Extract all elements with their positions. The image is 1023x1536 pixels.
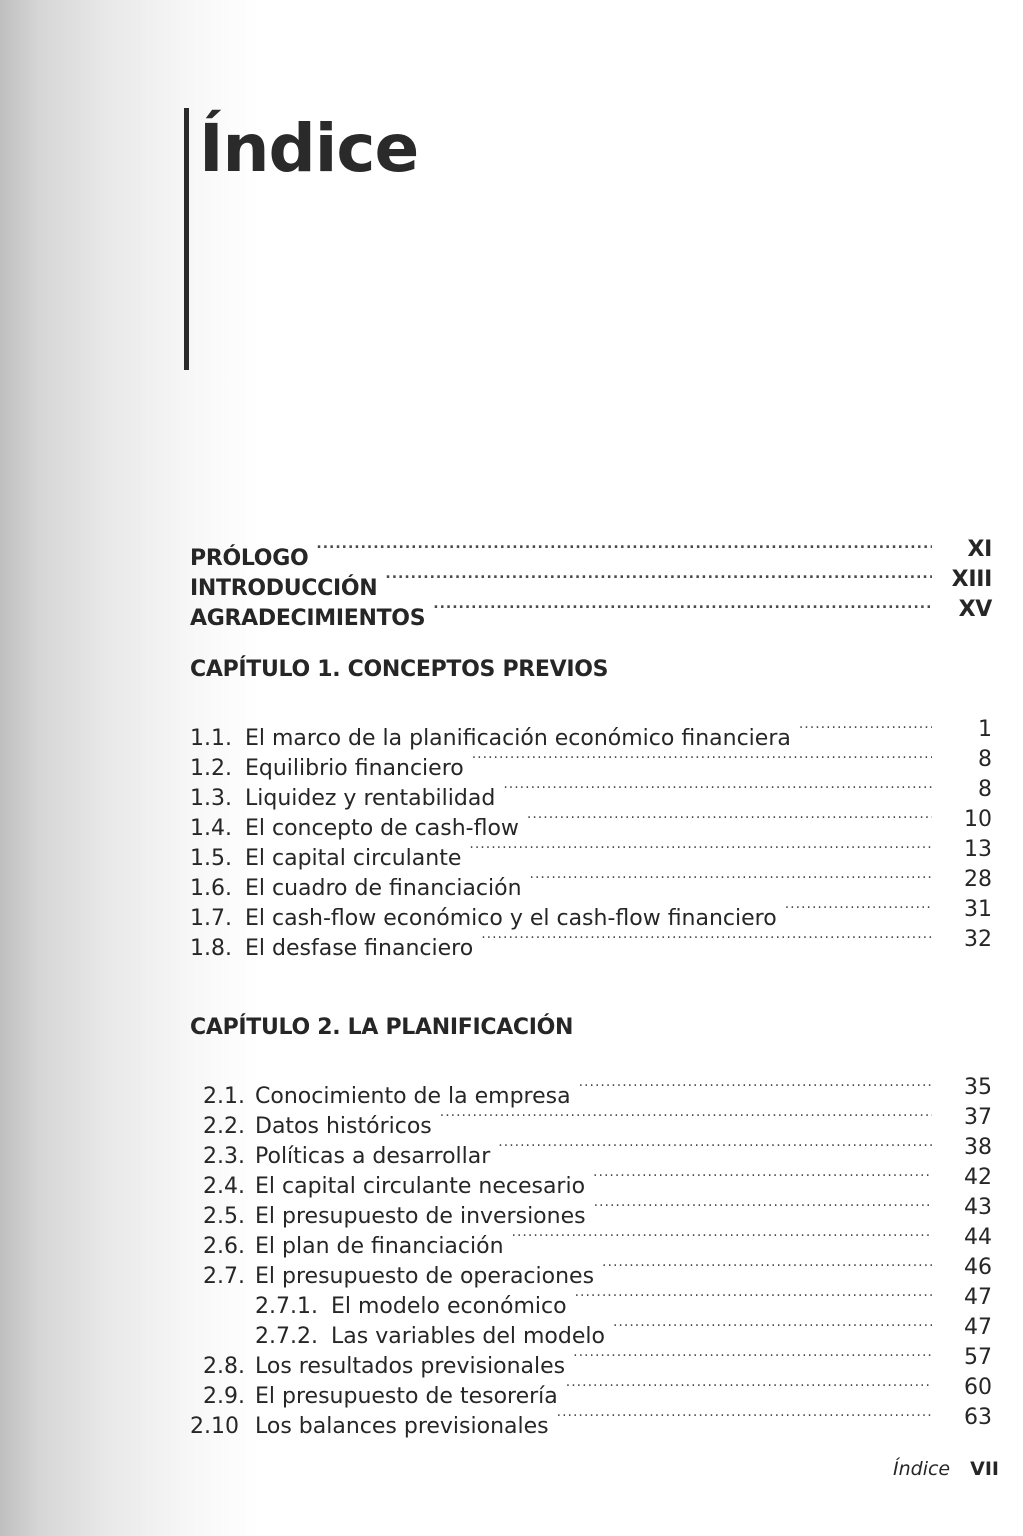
toc-entry-number: 1.5. — [190, 846, 232, 871]
toc-entry-number: 1.4. — [190, 816, 232, 841]
toc-entry-number: 1.7. — [190, 906, 232, 931]
toc-leader-dots — [613, 1313, 932, 1343]
toc-leader-dots — [481, 925, 932, 955]
title-rule — [184, 108, 189, 370]
toc-entry-1-6[interactable] — [190, 865, 1002, 901]
toc-leader-dots — [512, 1223, 932, 1253]
toc-entry-label: INTRODUCCIÓN — [190, 576, 378, 601]
toc-entry-1-8[interactable] — [190, 925, 1002, 961]
toc-entry-2-8[interactable] — [203, 1343, 1002, 1379]
toc-entry-1-2[interactable] — [190, 745, 1002, 781]
toc-entry-2-10[interactable] — [190, 1403, 1002, 1439]
toc-page-number: 63 — [964, 1405, 992, 1430]
toc-page-number: 8 — [978, 747, 992, 772]
toc-entry-2-4[interactable] — [203, 1163, 1002, 1199]
toc-entry-1-5[interactable] — [190, 835, 1002, 871]
toc-leader-dots — [316, 535, 932, 565]
toc-entry-number: 2.5. — [203, 1204, 245, 1229]
toc-page-number: XIII — [951, 567, 992, 592]
toc-page-number: 13 — [964, 837, 992, 862]
toc-leader-dots — [573, 1343, 932, 1373]
toc-front-introduccion[interactable] — [190, 565, 1002, 601]
toc-entry-label: Conocimiento de la empresa — [255, 1084, 571, 1109]
toc-entry-1-3[interactable] — [190, 775, 1002, 811]
toc-entry-2-3[interactable] — [203, 1133, 1002, 1169]
toc-entry-number: 2.10 — [190, 1414, 239, 1439]
toc-leader-dots — [594, 1193, 932, 1223]
toc-entry-label: Equilibrio financiero — [245, 756, 464, 781]
toc-entry-label: PRÓLOGO — [190, 546, 309, 571]
toc-page-number: XI — [967, 537, 992, 562]
toc-entry-number: 2.3. — [203, 1144, 245, 1169]
toc-entry-1-7[interactable] — [190, 895, 1002, 931]
toc-entry-2-6[interactable] — [203, 1223, 1002, 1259]
toc-entry-label: El cuadro de financiación — [245, 876, 522, 901]
toc-leader-dots — [557, 1403, 932, 1433]
toc-entry-number: 2.8. — [203, 1354, 245, 1379]
toc-entry-number: 2.7.2. — [255, 1324, 318, 1349]
page-title: Índice — [199, 110, 419, 187]
toc-entry-label: Datos históricos — [255, 1114, 432, 1139]
toc-entry-2-1[interactable] — [203, 1073, 1002, 1109]
toc-page-number: 42 — [964, 1165, 992, 1190]
toc-leader-dots — [566, 1373, 932, 1403]
toc-page-number: 32 — [964, 927, 992, 952]
toc-page-number: 37 — [964, 1105, 992, 1130]
toc-leader-dots — [503, 775, 932, 805]
toc-entry-number: 2.6. — [203, 1234, 245, 1259]
footer-page-number: VII — [970, 1458, 999, 1480]
toc-leader-dots — [579, 1073, 932, 1103]
toc-page-number: 46 — [964, 1255, 992, 1280]
toc-leader-dots — [530, 865, 932, 895]
toc-front-prologo[interactable] — [190, 535, 1002, 571]
page-footer — [893, 1454, 999, 1484]
toc-entry-2-7-1[interactable] — [255, 1283, 1002, 1319]
toc-page-number: 1 — [978, 717, 992, 742]
toc-entry-label: El presupuesto de operaciones — [255, 1264, 595, 1289]
toc-leader-dots — [472, 745, 932, 775]
chapter-1-heading: CAPÍTULO 1. CONCEPTOS PREVIOS — [190, 657, 609, 682]
toc-entry-2-2[interactable] — [203, 1103, 1002, 1139]
toc-page-number: 31 — [964, 897, 992, 922]
toc-leader-dots — [440, 1103, 932, 1133]
toc-entry-label: Los resultados previsionales — [255, 1354, 566, 1379]
toc-entry-label: El capital circulante necesario — [255, 1174, 586, 1199]
toc-entry-number: 2.1. — [203, 1084, 245, 1109]
toc-entry-label: Políticas a desarrollar — [255, 1144, 491, 1169]
toc-entry-label: El concepto de cash-flow — [245, 816, 519, 841]
toc-page-number: XV — [958, 597, 992, 622]
toc-leader-dots — [593, 1163, 932, 1193]
toc-entry-label: Los balances previsionales — [255, 1414, 549, 1439]
toc-entry-label: El presupuesto de inversiones — [255, 1204, 586, 1229]
toc-entry-number: 1.8. — [190, 936, 232, 961]
toc-leader-dots — [498, 1133, 932, 1163]
toc-page-number: 35 — [964, 1075, 992, 1100]
toc-entry-label: El presupuesto de tesorería — [255, 1384, 558, 1409]
toc-entry-2-5[interactable] — [203, 1193, 1002, 1229]
toc-entry-number: 1.6. — [190, 876, 232, 901]
toc-leader-dots — [385, 565, 932, 595]
toc-entry-label: Las variables del modelo — [331, 1324, 605, 1349]
toc-page-number: 60 — [964, 1375, 992, 1400]
toc-leader-dots — [602, 1253, 932, 1283]
toc-entry-number: 2.2. — [203, 1114, 245, 1139]
toc-page-number: 38 — [964, 1135, 992, 1160]
toc-leader-dots — [785, 895, 932, 925]
toc-entry-label: El capital circulante — [245, 846, 462, 871]
toc-page-number: 10 — [964, 807, 992, 832]
toc-entry-1-1[interactable] — [190, 715, 1002, 751]
toc-entry-number: 1.2. — [190, 756, 232, 781]
toc-entry-2-7[interactable] — [203, 1253, 1002, 1289]
toc-leader-dots — [433, 595, 932, 625]
toc-entry-number: 2.4. — [203, 1174, 245, 1199]
toc-entry-label: El modelo económico — [331, 1294, 567, 1319]
toc-entry-label: Liquidez y rentabilidad — [245, 786, 496, 811]
toc-entry-number: 2.9. — [203, 1384, 245, 1409]
toc-leader-dots — [469, 835, 932, 865]
toc-entry-2-7-2[interactable] — [255, 1313, 1002, 1349]
toc-leader-dots — [575, 1283, 932, 1313]
toc-page-number: 43 — [964, 1195, 992, 1220]
toc-page-number: 28 — [964, 867, 992, 892]
toc-entry-label: El marco de la planificación económico financiera — [245, 726, 791, 751]
toc-entry-2-9[interactable] — [203, 1373, 1002, 1409]
toc-entry-label: El cash-flow económico y el cash-flow financiero — [245, 906, 777, 931]
toc-entry-label: AGRADECIMIENTOS — [190, 606, 426, 631]
toc-leader-dots — [527, 805, 932, 835]
toc-entry-number: 1.1. — [190, 726, 232, 751]
footer-section-label: Índice — [892, 1458, 951, 1480]
toc-page-number: 44 — [964, 1225, 992, 1250]
toc-entry-label: El plan de financiación — [255, 1234, 504, 1259]
toc-entry-label: El desfase financiero — [245, 936, 474, 961]
toc-entry-1-4[interactable] — [190, 805, 1002, 841]
toc-page-number: 8 — [978, 777, 992, 802]
toc-page-number: 47 — [964, 1285, 992, 1310]
toc-page-number: 47 — [964, 1315, 992, 1340]
toc-page-number: 57 — [964, 1345, 992, 1370]
toc-front-agradecimientos[interactable] — [190, 595, 1002, 631]
toc-entry-number: 2.7. — [203, 1264, 245, 1289]
toc-entry-number: 1.3. — [190, 786, 232, 811]
toc-leader-dots — [799, 715, 932, 745]
chapter-2-heading: CAPÍTULO 2. LA PLANIFICACIÓN — [190, 1015, 574, 1040]
toc-entry-number: 2.7.1. — [255, 1294, 318, 1319]
